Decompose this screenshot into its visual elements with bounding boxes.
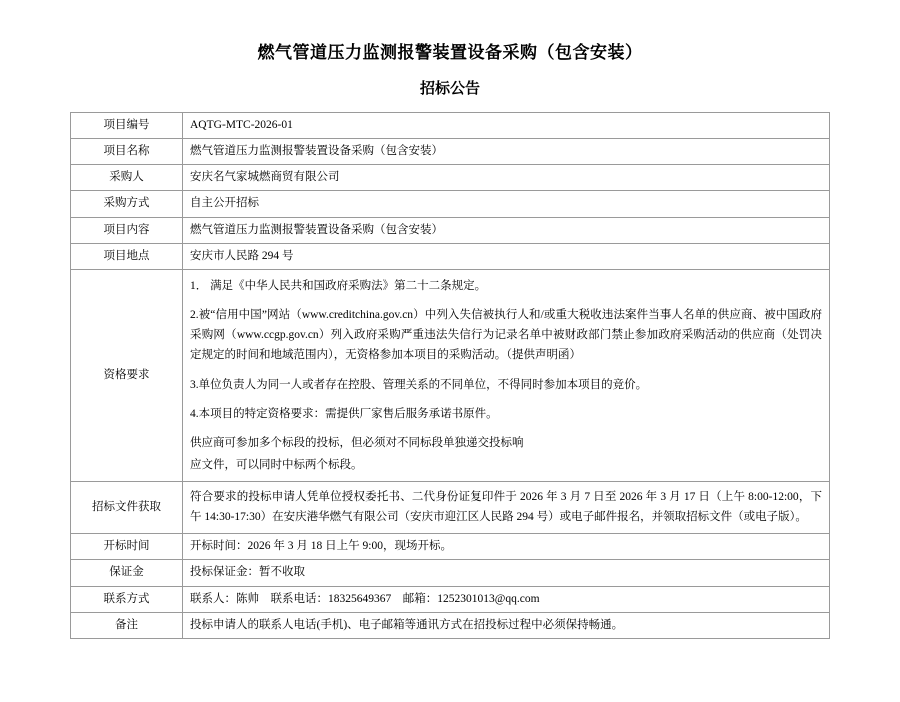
table-row — [71, 482, 830, 534]
row-value-qualification — [183, 270, 830, 482]
row-value-contact: 联系人：陈帅 联系电话：18325649367 邮箱：1252301013@qq.com — [183, 586, 830, 612]
document-page — [0, 42, 900, 702]
row-value-deposit: 投标保证金：暂不收取 — [183, 560, 830, 586]
table-row — [71, 112, 830, 138]
table-row — [71, 191, 830, 217]
row-value-purchaser: 安庆名气家城燃商贸有限公司 — [183, 165, 830, 191]
row-label-procurement-method: 采购方式 — [71, 191, 183, 217]
qualification-paragraph-6: 应文件，可以同时中标两个标段。 — [190, 458, 363, 471]
announcement-table — [70, 112, 830, 640]
qualification-paragraph-1: 1． 满足《中华人民共和国政府采购法》第二十二条规定。 — [190, 280, 487, 293]
page-subtitle: 招标公告 — [419, 81, 480, 98]
row-label-bid-opening-time: 开标时间 — [71, 534, 183, 560]
row-value-project-location: 安庆市人民路 294 号 — [183, 243, 830, 269]
row-label-project-number: 项目编号 — [71, 112, 183, 138]
bid-document-text: 符合要求的投标申请人凭单位授权委托书、二代身份证复印件于 2026 年 3 月 7 日至 2026 年 3 月 17 日（上午 8:00-12:00，下午 14:30-17:30）在安庆港华燃气有限公司（安庆市迎江区人民路 294 号）或电子邮件报名，并领取招标文件（或电子版）。 — [190, 491, 822, 523]
row-label-remarks: 备注 — [71, 612, 183, 638]
qualification-paragraph-3: 3.单位负责人为同一人或者存在控股、管理关系的不同单位，不得同时参加本项目的竞价。 — [190, 378, 648, 391]
table-row — [71, 586, 830, 612]
row-label-bid-document: 招标文件获取 — [71, 482, 183, 534]
qualification-paragraph-5: 供应商可参加多个标段的投标，但必须对不同标段单独递交投标响 — [190, 436, 524, 449]
table-row — [71, 165, 830, 191]
row-label-project-location: 项目地点 — [71, 243, 183, 269]
row-value-bid-opening-time: 开标时间：2026 年 3 月 18 日上午 9:00，现场开标。 — [183, 534, 830, 560]
table-row — [71, 217, 830, 243]
table-row — [71, 270, 830, 482]
table-row — [71, 612, 830, 638]
row-value-remarks: 投标申请人的联系人电话(手机)、电子邮箱等通讯方式在招投标过程中必须保持畅通。 — [183, 612, 830, 638]
row-value-project-content: 燃气管道压力监测报警装置设备采购（包含安装） — [183, 217, 830, 243]
row-label-deposit: 保证金 — [71, 560, 183, 586]
row-value-procurement-method: 自主公开招标 — [183, 191, 830, 217]
row-value-project-name: 燃气管道压力监测报警装置设备采购（包含安装） — [183, 138, 830, 164]
row-value-project-number: AQTG-MTC-2026-01 — [183, 112, 830, 138]
table-row — [71, 534, 830, 560]
qualification-paragraph-2: 2.被“信用中国”网站（www.creditchina.gov.cn）中列入失信被执行人和/或重大税收违法案件当事人名单的供应商、被中国政府采购网（www.ccgp.gov.cn）列入政府采购严重违法失信行为记录名单中被财政部门禁止参加政府采购活动的供应商（处罚决定规定的时间和地域范围内），无资格参加本项目的采购活动。（提供声明函） — [190, 309, 822, 362]
page-title: 燃气管道压力监测报警装置设备采购（包含安装） — [257, 43, 643, 62]
row-label-purchaser: 采购人 — [71, 165, 183, 191]
row-label-project-content: 项目内容 — [71, 217, 183, 243]
table-row — [71, 138, 830, 164]
qualification-paragraph-4: 4.本项目的特定资格要求：需提供厂家售后服务承诺书原件。 — [190, 407, 498, 420]
row-label-qualification: 资格要求 — [71, 270, 183, 482]
row-value-bid-document — [183, 482, 830, 534]
row-label-project-name: 项目名称 — [71, 138, 183, 164]
table-row — [71, 560, 830, 586]
row-label-contact: 联系方式 — [71, 586, 183, 612]
table-row — [71, 243, 830, 269]
